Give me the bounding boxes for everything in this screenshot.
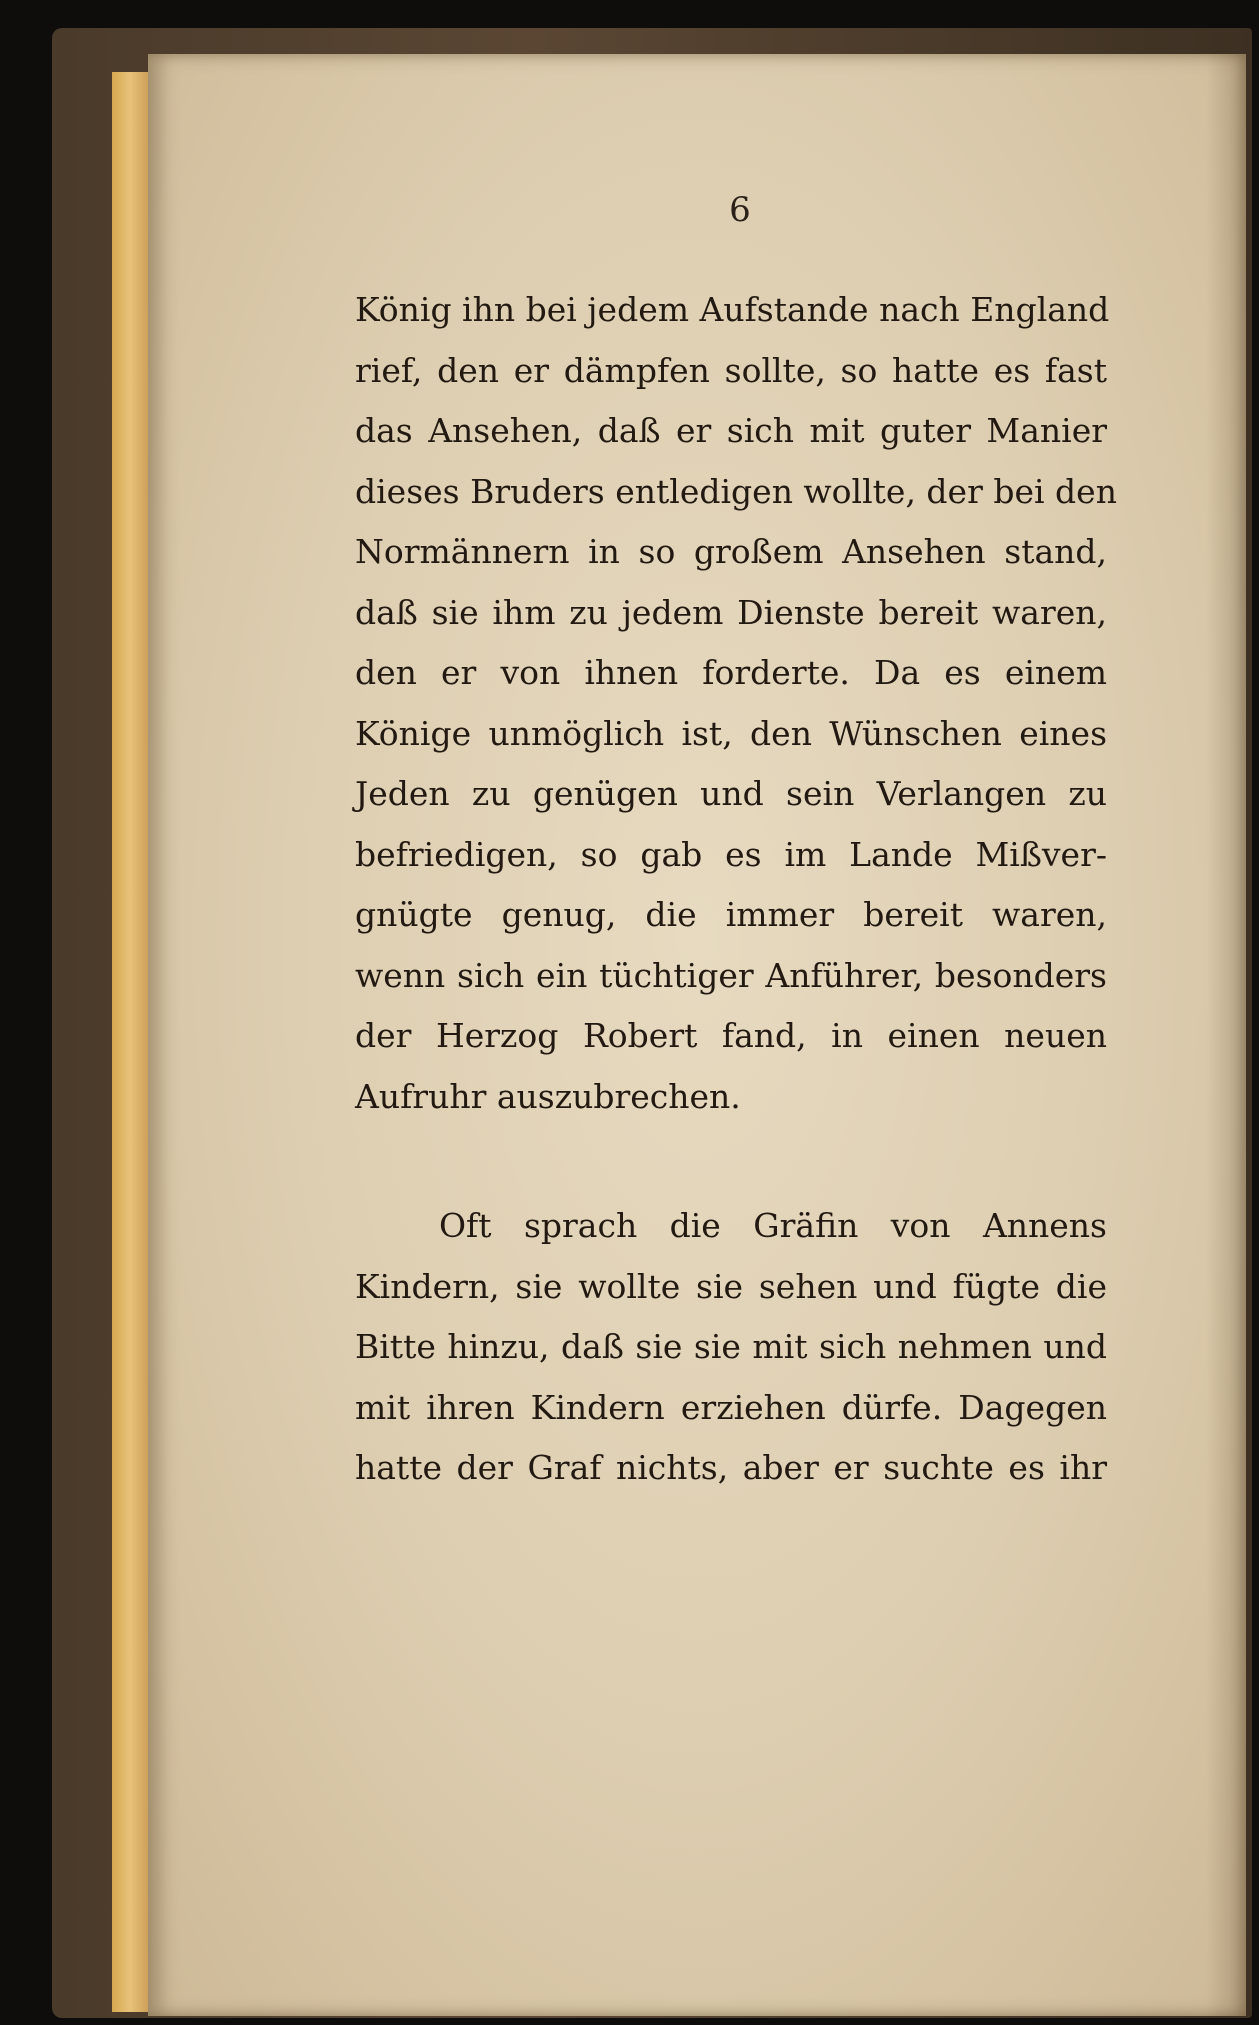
text-line: wenn sich ein tüchtiger Anführer, besonders	[355, 955, 1107, 995]
text-line: das Ansehen, daß er sich mit guter Manier	[355, 411, 1107, 450]
text-line: mit ihren Kindern erziehen dürfe. Dagegen	[355, 1387, 1107, 1427]
text-line: Normännern in so großem Ansehen stand,	[355, 532, 1107, 571]
text-line: König ihn bei jedem Aufstande nach England	[355, 290, 1110, 329]
text-line: Jeden zu genügen und sein Verlangen zu	[355, 774, 1107, 813]
text-line: rief, den er dämpfen sollte, so hatte es fast	[355, 350, 1107, 390]
text-line: Bitte hinzu, daß sie sie mit sich nehmen und	[355, 1327, 1107, 1366]
paragraph-1	[355, 280, 1117, 1127]
page-shadow	[1206, 54, 1246, 2016]
text-line: befriedigen, so gab es im Lande Mißver-	[355, 834, 1107, 874]
paragraph-2	[355, 1196, 1107, 1499]
text-line: Oft sprach die Gräfin von Annens	[439, 1206, 1107, 1245]
text-line: Kindern, sie wollte sie sehen und fügte die	[355, 1266, 1107, 1306]
text-line: Könige unmöglich ist, den Wünschen eines	[355, 713, 1107, 753]
text-line: daß sie ihm zu jedem Dienste bereit waren,	[355, 592, 1107, 632]
page-edge-strip	[112, 72, 148, 2012]
text-line: dieses Bruders entledigen wollte, der bei den	[355, 471, 1117, 511]
text-line: den er von ihnen forderte. Da es einem	[355, 653, 1107, 692]
page-number: 6	[729, 190, 751, 230]
text-line: hatte der Graf nichts, aber er suchte es ihr	[355, 1448, 1107, 1487]
text-line: gnügte genug, die immer bereit waren,	[355, 895, 1107, 934]
text-line: Aufruhr auszubrechen.	[355, 1076, 741, 1116]
text-line: der Herzog Robert fand, in einen neuen	[355, 1016, 1107, 1055]
